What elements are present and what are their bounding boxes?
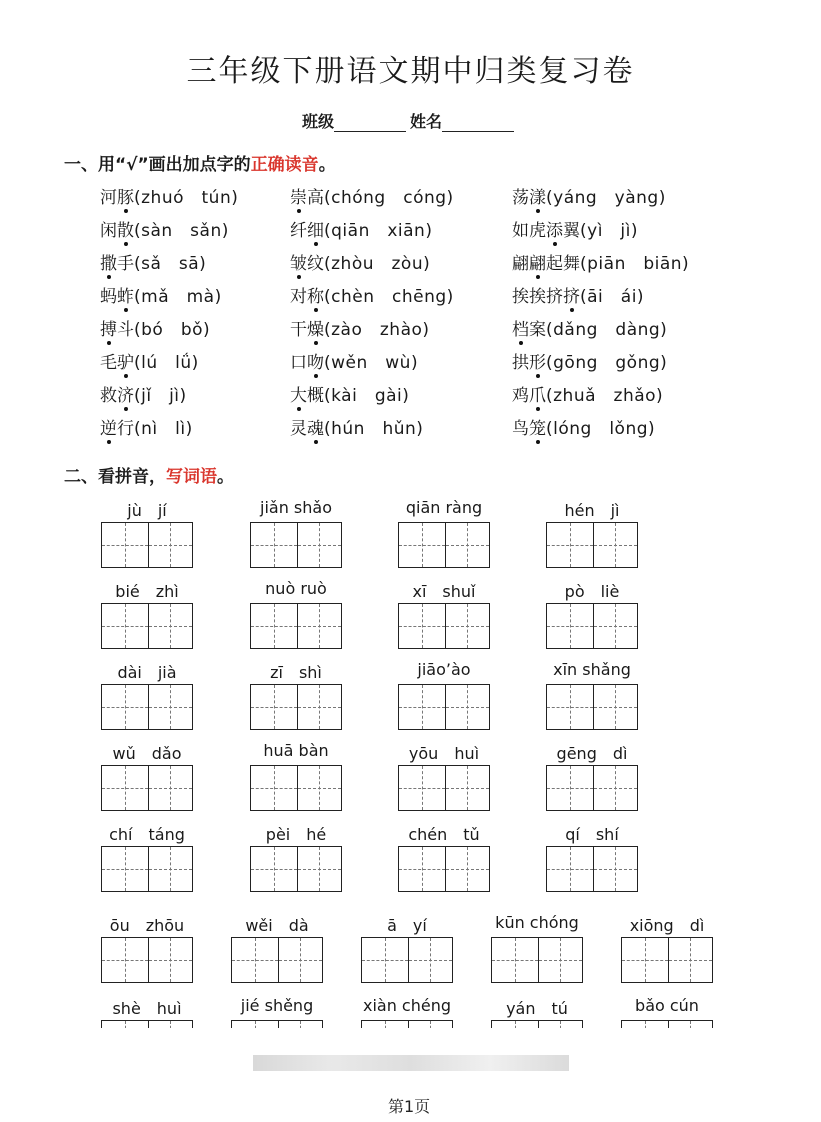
writing-cell[interactable] [102, 938, 148, 982]
pinyin-label: jiāo’ào [417, 660, 471, 679]
writing-grid[interactable] [231, 937, 323, 983]
pinyin-label: wǔ dǎo [112, 744, 182, 763]
pinyin-label: xiōng dì [629, 916, 705, 935]
item-pinyin-options: (wěn wù) [324, 353, 419, 373]
writing-cell[interactable] [622, 1021, 668, 1028]
q1-suffix: 。 [318, 155, 336, 175]
item-word: 挨挨挤挤 [512, 282, 580, 307]
writing-cell[interactable] [445, 685, 489, 729]
q2-prefix: 二、看拼音， [64, 467, 166, 487]
writing-cell[interactable] [492, 1021, 538, 1028]
pinyin-label: jié shěng [240, 996, 314, 1015]
item-pinyin-options: (chóng cóng) [324, 188, 454, 208]
writing-grid[interactable] [250, 603, 342, 649]
pinyin-choice-item[interactable] [100, 282, 222, 307]
item-word: 档案 [512, 315, 546, 340]
writing-cell[interactable] [547, 685, 593, 729]
pinyin-choice-item[interactable] [100, 183, 238, 208]
pinyin-label: xiàn chéng [362, 996, 452, 1015]
pinyin-label: pò liè [564, 582, 620, 601]
writing-cell[interactable] [399, 847, 445, 891]
writing-cell[interactable] [102, 766, 148, 810]
name-label: 姓名 [410, 112, 443, 131]
item-word: 干燥 [290, 315, 324, 340]
q2-suffix: 。 [217, 467, 234, 487]
item-pinyin-options: (bó bǒ) [134, 320, 211, 340]
item-pinyin-options: (lú lǘ) [134, 353, 199, 373]
pinyin-choice-item[interactable] [100, 381, 187, 406]
writing-cell[interactable] [251, 523, 297, 567]
question-2-heading [64, 462, 234, 487]
name-blank[interactable] [442, 115, 514, 132]
writing-cell[interactable] [251, 847, 297, 891]
writing-grid[interactable] [398, 765, 490, 811]
writing-cell[interactable] [251, 685, 297, 729]
item-word: 崇高 [290, 183, 324, 208]
pinyin-label: qiān ràng [405, 498, 483, 517]
writing-cell[interactable] [102, 1021, 148, 1028]
emphasis-dot-icon [107, 440, 111, 444]
writing-grid[interactable] [398, 603, 490, 649]
writing-cell[interactable] [297, 685, 341, 729]
pinyin-choice-item[interactable] [512, 249, 689, 274]
item-word: 灵魂 [290, 414, 324, 439]
writing-grid[interactable] [398, 684, 490, 730]
class-label: 班级 [302, 112, 335, 131]
item-word: 如虎添翼 [512, 216, 580, 241]
pinyin-label: kūn chóng [495, 913, 579, 932]
writing-grid[interactable] [231, 1020, 323, 1028]
emphasis-dot-icon [107, 341, 111, 345]
emphasis-dot-icon [536, 440, 540, 444]
writing-grid[interactable] [361, 937, 453, 983]
writing-grid[interactable] [250, 522, 342, 568]
class-blank[interactable] [334, 115, 406, 132]
writing-cell[interactable] [251, 604, 297, 648]
item-pinyin-options: (gōng gǒng) [546, 353, 668, 373]
writing-grid[interactable] [101, 603, 193, 649]
pinyin-choice-item[interactable] [512, 381, 663, 406]
pinyin-choice-item[interactable] [100, 348, 199, 373]
footer-watermark [253, 1055, 569, 1071]
pinyin-label: ōu zhōu [109, 916, 185, 935]
item-pinyin-options: (sǎ sā) [134, 254, 207, 274]
pinyin-label: chén tǔ [408, 825, 480, 844]
writing-cell[interactable] [622, 938, 668, 982]
pinyin-label: shè huì [112, 999, 182, 1018]
writing-cell[interactable] [408, 938, 452, 982]
writing-grid[interactable] [250, 846, 342, 892]
writing-cell[interactable] [538, 1021, 582, 1028]
item-pinyin-options: (qiān xiān) [324, 221, 433, 241]
writing-grid[interactable] [621, 1020, 713, 1028]
item-pinyin-options: (sàn sǎn) [134, 221, 229, 241]
writing-grid[interactable] [250, 684, 342, 730]
emphasis-dot-icon [107, 275, 111, 279]
writing-cell[interactable] [102, 847, 148, 891]
pinyin-label: bǎo cún [635, 996, 699, 1015]
pinyin-label: ā yí [387, 916, 427, 935]
q1-prefix: 一、用“√”画出加点字的 [64, 155, 251, 175]
pinyin-label: jiǎn shǎo [260, 498, 332, 517]
writing-grid[interactable] [101, 765, 193, 811]
writing-grid[interactable] [101, 937, 193, 983]
question-1-heading [64, 150, 336, 175]
student-info [302, 109, 514, 132]
pinyin-label: wěi dà [245, 916, 309, 935]
item-pinyin-options: (zào zhào) [324, 320, 430, 340]
pinyin-label: chí táng [109, 825, 185, 844]
item-word: 鸟笼 [512, 414, 546, 439]
writing-cell[interactable] [408, 1021, 452, 1028]
writing-cell[interactable] [102, 604, 148, 648]
writing-grid[interactable] [546, 522, 638, 568]
writing-grid[interactable] [250, 765, 342, 811]
pinyin-label: dài jià [117, 663, 177, 682]
pinyin-choice-item[interactable] [100, 315, 210, 340]
emphasis-dot-icon [124, 209, 128, 213]
emphasis-dot-icon [314, 341, 318, 345]
emphasis-dot-icon [314, 440, 318, 444]
writing-cell[interactable] [148, 1021, 192, 1028]
pinyin-label: zī shì [270, 663, 322, 682]
writing-cell[interactable] [297, 523, 341, 567]
writing-cell[interactable] [278, 938, 322, 982]
writing-grid[interactable] [491, 937, 583, 983]
item-word: 救济 [100, 381, 134, 406]
pinyin-label: bié zhì [115, 582, 179, 601]
pinyin-choice-item[interactable] [512, 216, 638, 241]
pinyin-choice-item[interactable] [290, 315, 430, 340]
emphasis-dot-icon [314, 308, 318, 312]
writing-cell[interactable] [148, 938, 192, 982]
writing-grid[interactable] [101, 522, 193, 568]
writing-cell[interactable] [278, 1021, 322, 1028]
emphasis-dot-icon [536, 209, 540, 213]
item-word: 鸡爪 [512, 381, 546, 406]
emphasis-dot-icon [124, 407, 128, 411]
emphasis-dot-icon [124, 242, 128, 246]
item-pinyin-options: (piān biān) [580, 254, 690, 274]
q2-highlight: 写词语 [166, 467, 217, 487]
writing-cell[interactable] [102, 523, 148, 567]
pinyin-choice-item[interactable] [290, 183, 454, 208]
emphasis-dot-icon [314, 242, 318, 246]
pinyin-choice-item[interactable] [512, 282, 644, 307]
writing-cell[interactable] [593, 523, 637, 567]
writing-cell[interactable] [593, 604, 637, 648]
item-pinyin-options: (chèn chēng) [324, 287, 454, 307]
pinyin-choice-item[interactable] [290, 249, 430, 274]
item-word: 河豚 [100, 183, 134, 208]
item-pinyin-options: (yì jì) [580, 221, 638, 241]
writing-cell[interactable] [445, 847, 489, 891]
writing-cell[interactable] [399, 604, 445, 648]
writing-grid[interactable] [361, 1020, 453, 1028]
writing-cell[interactable] [547, 847, 593, 891]
pinyin-label: xī shuǐ [412, 582, 476, 601]
writing-cell[interactable] [538, 938, 582, 982]
writing-grid[interactable] [101, 1020, 193, 1028]
item-word: 撒手 [100, 249, 134, 274]
pinyin-choice-item[interactable] [290, 282, 454, 307]
item-pinyin-options: (hún hǔn) [324, 419, 424, 439]
writing-cell[interactable] [148, 604, 192, 648]
pinyin-label: nuò ruò [265, 579, 327, 598]
writing-cell[interactable] [445, 523, 489, 567]
writing-cell[interactable] [399, 766, 445, 810]
item-pinyin-options: (āi ái) [580, 287, 645, 307]
pinyin-label: pèi hé [265, 825, 327, 844]
emphasis-dot-icon [297, 275, 301, 279]
pinyin-choice-item[interactable] [100, 249, 206, 274]
item-word: 翩翩起舞 [512, 249, 580, 274]
writing-grid[interactable] [101, 684, 193, 730]
emphasis-dot-icon [519, 341, 523, 345]
writing-grid[interactable] [101, 846, 193, 892]
emphasis-dot-icon [536, 407, 540, 411]
pinyin-choice-item[interactable] [290, 414, 423, 439]
item-pinyin-options: (yáng yàng) [546, 188, 666, 208]
writing-cell[interactable] [547, 523, 593, 567]
writing-grid[interactable] [546, 603, 638, 649]
pinyin-label: jù jí [127, 501, 167, 520]
writing-cell[interactable] [593, 766, 637, 810]
writing-cell[interactable] [445, 766, 489, 810]
writing-cell[interactable] [399, 523, 445, 567]
writing-cell[interactable] [668, 1021, 712, 1028]
item-pinyin-options: (lóng lǒng) [546, 419, 656, 439]
pinyin-choice-item[interactable] [512, 183, 666, 208]
item-word: 对称 [290, 282, 324, 307]
item-pinyin-options: (zhòu zòu) [324, 254, 431, 274]
emphasis-dot-icon [536, 275, 540, 279]
emphasis-dot-icon [297, 407, 301, 411]
emphasis-dot-icon [124, 308, 128, 312]
writing-cell[interactable] [232, 1021, 278, 1028]
item-pinyin-options: (kài gài) [324, 386, 410, 406]
item-pinyin-options: (zhuǎ zhǎo) [546, 386, 664, 406]
writing-cell[interactable] [362, 938, 408, 982]
item-word: 毛驴 [100, 348, 134, 373]
item-word: 逆行 [100, 414, 134, 439]
item-word: 闲散 [100, 216, 134, 241]
page-number: 第1页 [388, 1097, 431, 1116]
writing-grid[interactable] [621, 937, 713, 983]
pinyin-label: hén jì [564, 501, 620, 520]
pinyin-label: yán tú [506, 999, 568, 1018]
writing-cell[interactable] [297, 766, 341, 810]
pinyin-choice-item[interactable] [290, 216, 432, 241]
item-pinyin-options: (mǎ mà) [134, 287, 222, 307]
pinyin-label: huā bàn [263, 741, 329, 760]
pinyin-choice-item[interactable] [100, 414, 193, 439]
item-word: 荡漾 [512, 183, 546, 208]
writing-cell[interactable] [445, 604, 489, 648]
item-word: 纤细 [290, 216, 324, 241]
pinyin-label: yōu huì [408, 744, 480, 763]
emphasis-dot-icon [570, 308, 574, 312]
writing-cell[interactable] [251, 766, 297, 810]
pinyin-choice-item[interactable] [512, 315, 667, 340]
item-pinyin-options: (jǐ jì) [134, 386, 187, 406]
q1-highlight: 正确读音 [250, 155, 319, 175]
pinyin-choice-item[interactable] [512, 348, 667, 373]
writing-cell[interactable] [399, 685, 445, 729]
pinyin-label: qí shí [565, 825, 619, 844]
writing-cell[interactable] [148, 766, 192, 810]
writing-cell[interactable] [148, 523, 192, 567]
page-title: 三年级下册语文期中归类复习卷 [186, 54, 635, 89]
pinyin-choice-item[interactable] [290, 348, 418, 373]
writing-cell[interactable] [232, 938, 278, 982]
item-word: 拱形 [512, 348, 546, 373]
pinyin-choice-item[interactable] [290, 381, 409, 406]
item-pinyin-options: (nì lì) [134, 419, 193, 439]
writing-cell[interactable] [148, 847, 192, 891]
writing-cell[interactable] [362, 1021, 408, 1028]
writing-cell[interactable] [668, 938, 712, 982]
pinyin-choice-item[interactable] [100, 216, 229, 241]
writing-cell[interactable] [492, 938, 538, 982]
writing-grid[interactable] [398, 522, 490, 568]
pinyin-label: gēng dì [556, 744, 628, 763]
writing-grid[interactable] [491, 1020, 583, 1028]
emphasis-dot-icon [124, 374, 128, 378]
writing-cell[interactable] [547, 604, 593, 648]
writing-grid[interactable] [546, 846, 638, 892]
emphasis-dot-icon [553, 242, 557, 246]
item-word: 口吻 [290, 348, 324, 373]
item-word: 大概 [290, 381, 324, 406]
writing-grid[interactable] [546, 684, 638, 730]
item-word: 皱纹 [290, 249, 324, 274]
writing-cell[interactable] [102, 685, 148, 729]
emphasis-dot-icon [314, 374, 318, 378]
pinyin-label: xīn shǎng [553, 660, 631, 679]
emphasis-dot-icon [536, 374, 540, 378]
item-word: 搏斗 [100, 315, 134, 340]
item-pinyin-options: (zhuó tún) [134, 188, 239, 208]
writing-cell[interactable] [547, 766, 593, 810]
writing-cell[interactable] [593, 685, 637, 729]
writing-cell[interactable] [297, 604, 341, 648]
writing-grid[interactable] [398, 846, 490, 892]
emphasis-dot-icon [297, 209, 301, 213]
writing-grid[interactable] [546, 765, 638, 811]
writing-cell[interactable] [148, 685, 192, 729]
item-word: 蚂蚱 [100, 282, 134, 307]
pinyin-choice-item[interactable] [512, 414, 655, 439]
item-pinyin-options: (dǎng dàng) [546, 320, 668, 340]
writing-cell[interactable] [297, 847, 341, 891]
writing-cell[interactable] [593, 847, 637, 891]
